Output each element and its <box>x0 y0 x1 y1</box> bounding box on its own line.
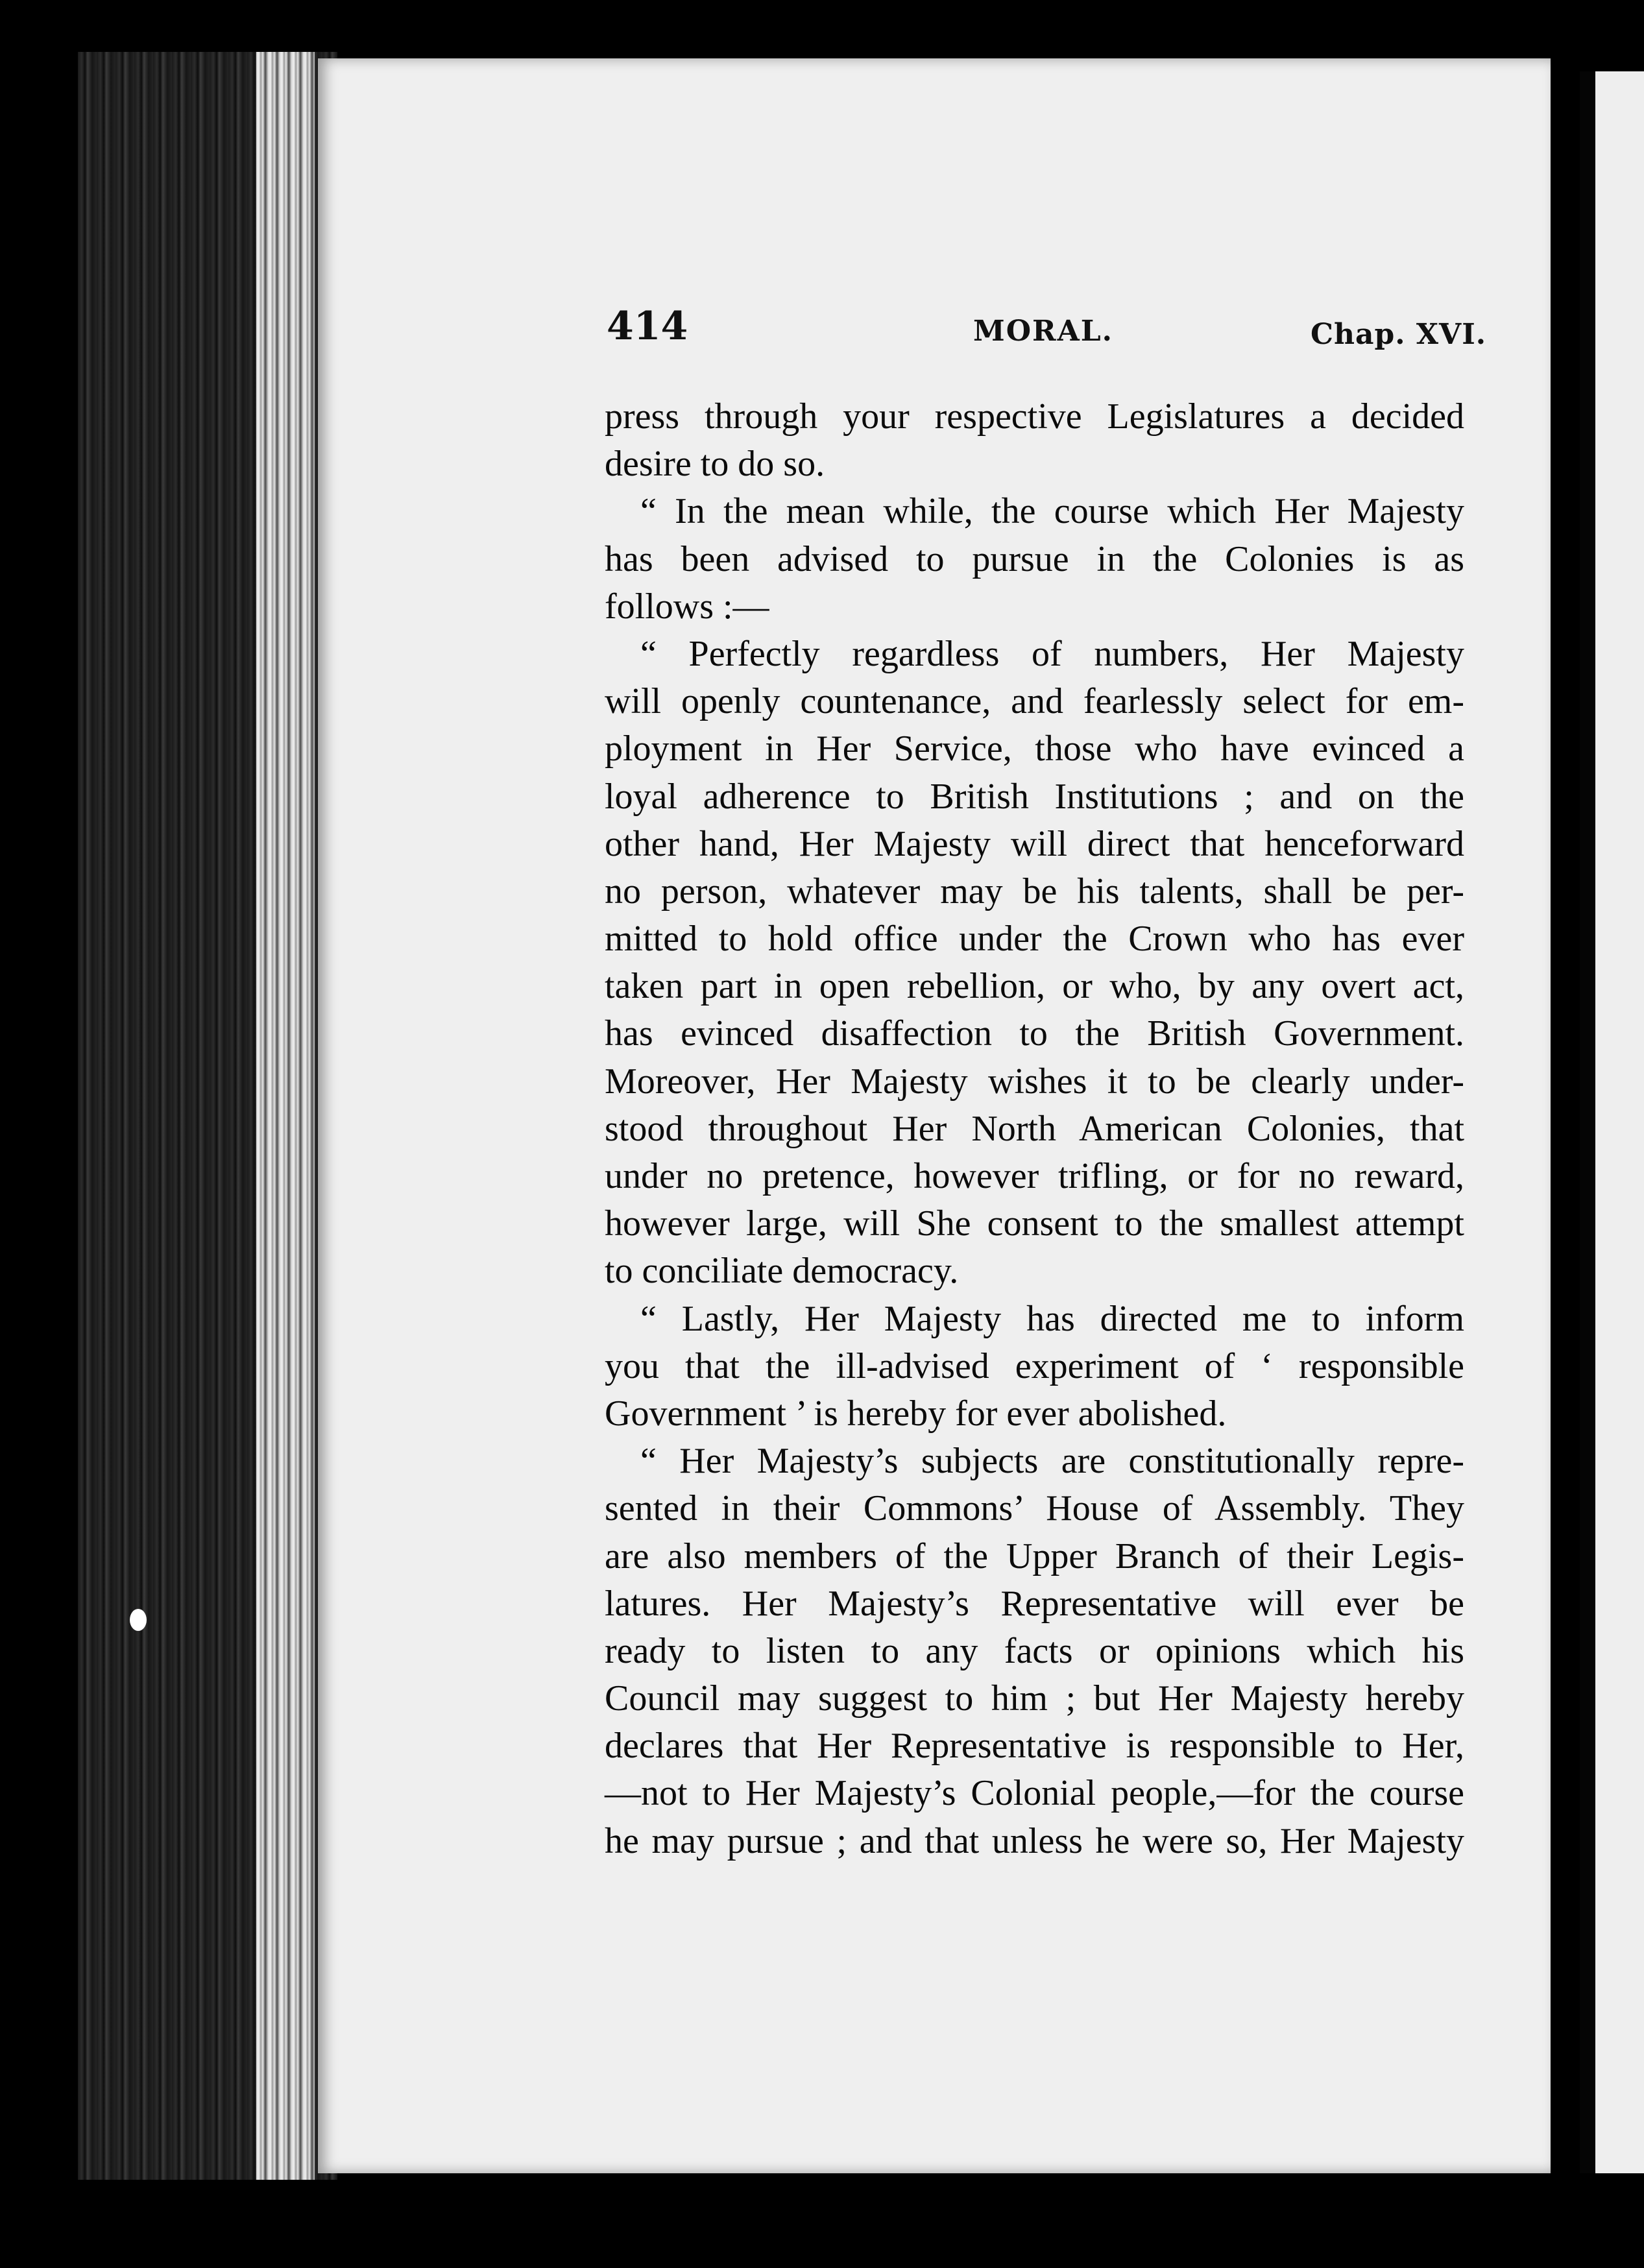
chapter-label: Chap. XVI. <box>1311 318 1487 351</box>
facing-page-edge <box>1580 71 1644 2173</box>
text-line: are also members of the Upper Branch of their Legis- <box>605 1536 1464 1576</box>
paper-speck <box>130 1609 147 1631</box>
text-line: taken part in open rebellion, or who, by any overt act, <box>605 966 1464 1007</box>
text-line: other hand, Her Majesty will direct that henceforward <box>605 823 1464 864</box>
text-line: has been advised to pursue in the Colonies is as <box>605 538 1464 579</box>
body-text <box>605 393 1464 1865</box>
text-line: under no pretence, however trifling, or for no reward, <box>605 1156 1464 1196</box>
text-line: ployment in Her Service, those who have evinced a <box>605 729 1464 769</box>
text-line: desire to do so. <box>605 444 825 485</box>
text-line: sented in their Commons’ House of Assembly. They <box>605 1488 1464 1529</box>
text-line: Government ’ is hereby for ever abolished. <box>605 1393 1227 1434</box>
text-line: Moreover, Her Majesty wishes it to be clearly under- <box>605 1061 1464 1102</box>
text-line: follows :— <box>605 586 769 627</box>
text-line: mitted to hold office under the Crown who has ever <box>605 919 1464 959</box>
page-edges <box>256 52 315 2180</box>
text-line: loyal adherence to British Institutions ; and on the <box>605 776 1464 817</box>
text-line: —not to Her Majesty’s Colonial people,—for the course <box>605 1773 1464 1814</box>
text-line: press through your respective Legislatures a decided <box>605 396 1464 437</box>
text-line: “ Lastly, Her Majesty has directed me to inform <box>640 1298 1464 1339</box>
text-line: “ Perfectly regardless of numbers, Her Majesty <box>640 633 1464 674</box>
text-line: ready to listen to any facts or opinions which his <box>605 1630 1464 1671</box>
text-line: no person, whatever may be his talents, shall be per- <box>605 871 1464 911</box>
text-line: “ In the mean while, the course which Her Majesty <box>640 491 1464 532</box>
text-line: he may pursue ; and that unless he were so, Her Majesty <box>605 1820 1464 1861</box>
page-number: 414 <box>607 304 688 349</box>
text-line: declares that Her Representative is responsible to Her, <box>605 1726 1464 1767</box>
text-line: has evinced disaffection to the British Government. <box>605 1013 1464 1054</box>
text-line: stood throughout Her North American Colonies, that <box>605 1108 1464 1149</box>
text-line: however large, will She consent to the smallest attempt <box>605 1203 1464 1244</box>
text-line: Council may suggest to him ; but Her Majesty hereby <box>605 1678 1464 1719</box>
text-line: will openly countenance, and fearlessly select for em- <box>605 681 1464 722</box>
text-line: you that the ill-advised experiment of ‘ responsible <box>605 1345 1464 1386</box>
text-line: “ Her Majesty’s subjects are constitutionally repre- <box>640 1441 1464 1482</box>
text-line: to conciliate democracy. <box>605 1251 959 1292</box>
text-line: latures. Her Majesty’s Representative will ever be <box>605 1583 1464 1624</box>
running-title: MORAL. <box>973 315 1113 348</box>
